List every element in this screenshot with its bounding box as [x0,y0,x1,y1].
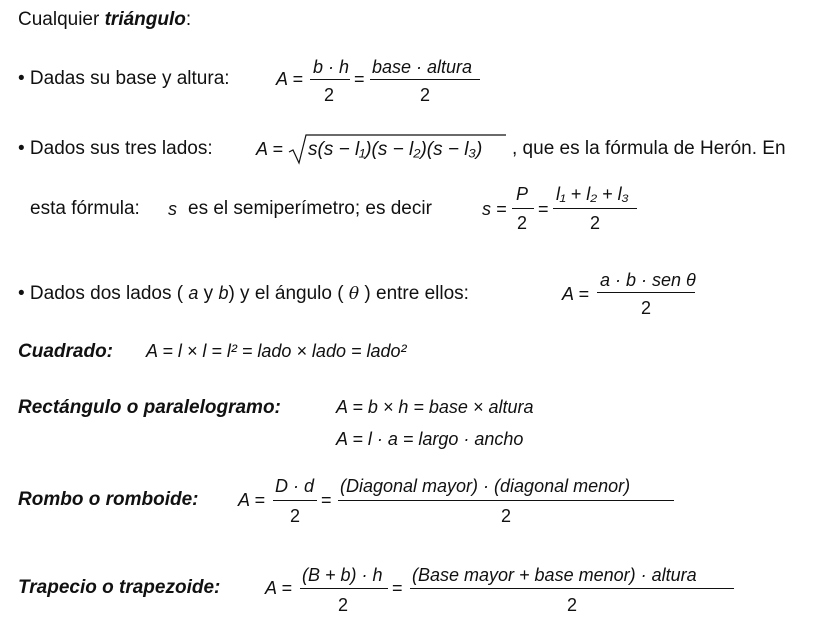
heron-trailing: , que es la fórmula de Herón. En [512,138,786,159]
angle-text-c: ) entre ellos: [364,283,469,304]
base-altura-eq: = [354,69,365,89]
heron-s-bar2 [553,208,637,209]
heading-emphasis: triángulo [104,9,186,30]
rombo-den2: 2 [501,506,512,526]
heron-text: • Dados sus tres lados: [18,138,213,159]
heron-radicand: s(s − l₁)(s − l₂)(s − l₃) [308,139,483,160]
angle-lhs: A = [562,284,589,304]
base-altura-bar1 [310,79,350,80]
base-altura-num2: base · altura [372,57,473,77]
trapecio-num2: (Base mayor + base menor) · altura [412,565,697,585]
rombo-bar1 [273,500,317,501]
rectangulo-formula-1: A = b × h = base × altura [336,397,534,417]
heron-line2-a: esta fórmula: [30,198,140,219]
base-altura-text: • Dadas su base y altura: [18,68,230,89]
base-altura-num1: b · h [313,57,350,77]
heron-s-den: 2 [517,213,528,233]
angle-theta: θ [348,284,360,304]
cuadrado-label: Cuadrado: [18,341,113,362]
base-altura-bar2 [370,79,480,80]
rombo-den1: 2 [290,506,301,526]
rombo-eq: = [321,490,332,510]
angle-den: 2 [641,298,652,318]
heron-s-num2: l₁ + l₂ + l₃ [556,184,629,204]
heron-s-lhs: s = [482,199,507,219]
base-altura-lhs: A = [276,69,303,89]
cuadrado-formula: A = l × l = l² = lado × lado = lado² [146,341,407,361]
rombo-label: Rombo o romboide: [18,489,199,510]
heron-lhs: A = [256,139,283,159]
heron-line2-s: s [168,199,177,219]
rectangulo-formula-2: A = l · a = largo · ancho [336,429,524,449]
heron-s-num: P [516,184,529,204]
rombo-bar2 [338,500,674,501]
rectangulo-label: Rectángulo o paralelogramo: [18,397,281,418]
trapecio-eq: = [392,578,403,598]
angle-var-a: a [188,283,199,303]
base-altura-den1: 2 [324,85,335,105]
angle-text [18,284,469,303]
rombo-num1: D · d [275,476,315,496]
trapecio-lhs: A = [265,578,292,598]
trapecio-den2: 2 [567,595,578,615]
heron-s-eq: = [538,199,549,219]
angle-text-a: • Dados dos lados ( [18,283,184,304]
base-altura-den2: 2 [420,85,431,105]
heron-s-den2: 2 [590,213,601,233]
heading [18,10,191,29]
trapecio-bar1 [300,588,388,589]
angle-text-b: ) y el ángulo ( [228,283,344,304]
trapecio-label: Trapecio o trapezoide: [18,577,221,598]
heron-line2-b: es el semiperímetro; es decir [188,198,432,219]
trapecio-num1: (B + b) · h [302,565,383,585]
trapecio-den1: 2 [338,595,349,615]
angle-bar [597,292,695,293]
angle-num: a · b · sen θ [600,270,696,290]
angle-text-y: y [203,283,214,304]
rombo-lhs: A = [238,490,265,510]
heron-s-bar [512,208,534,209]
rombo-num2: (Diagonal mayor) · (diagonal menor) [340,476,631,496]
angle-var-b: b [218,283,229,303]
heading-prefix: Cualquier [18,9,105,30]
trapecio-bar2 [410,588,734,589]
heading-suffix: : [185,9,192,30]
